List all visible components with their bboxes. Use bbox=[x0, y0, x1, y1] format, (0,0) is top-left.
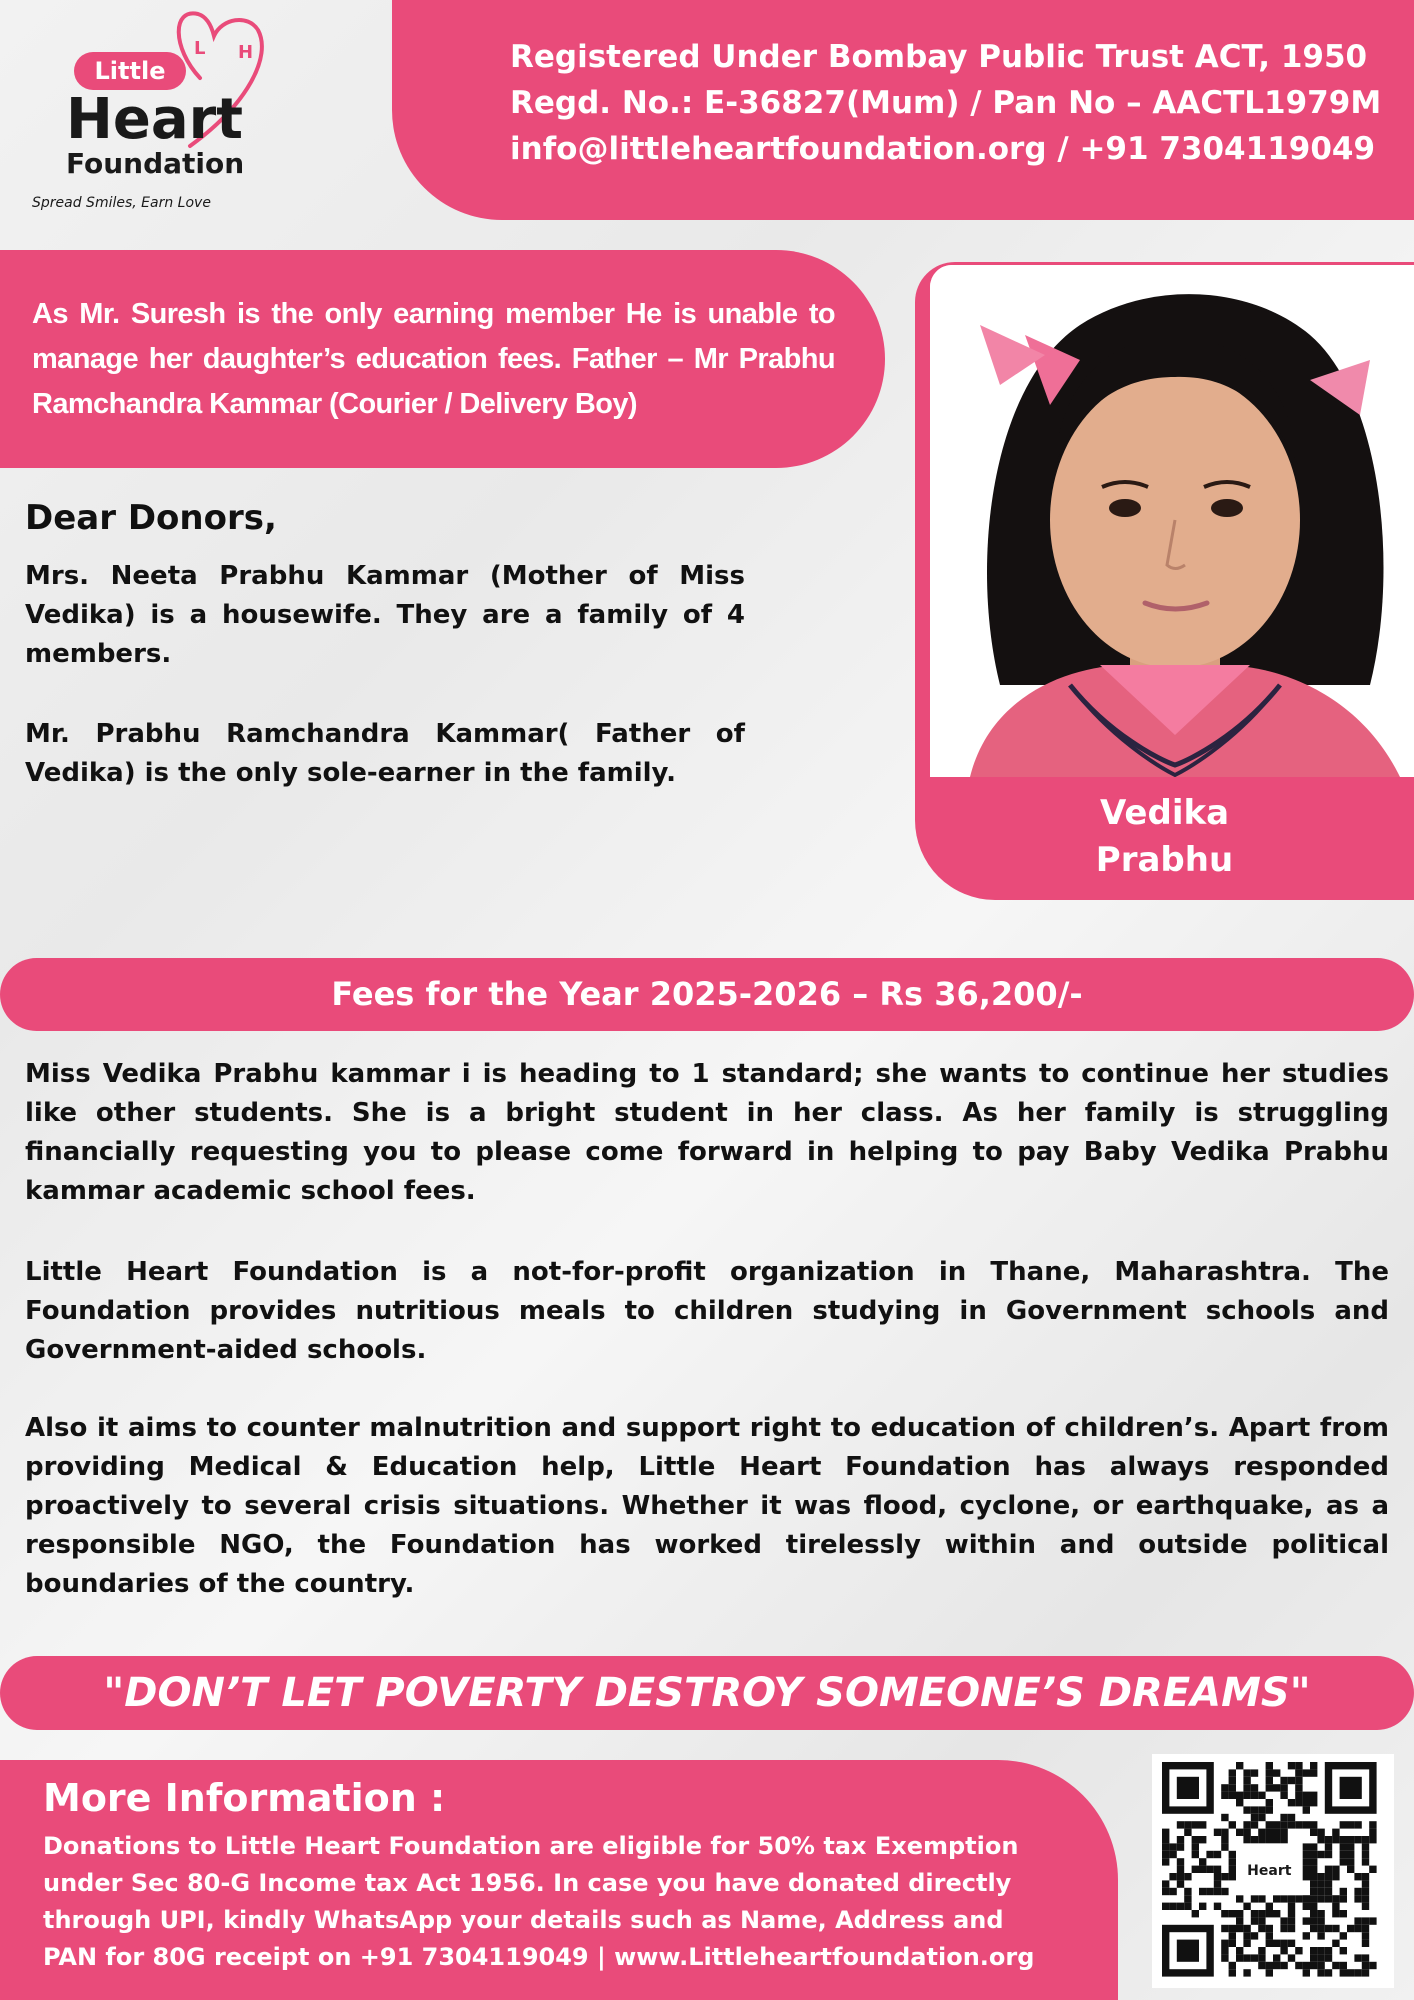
child-portrait-illustration bbox=[930, 265, 1414, 777]
logo-tagline: Spread Smiles, Earn Love bbox=[32, 195, 211, 211]
child-last-name: Prabhu bbox=[1095, 840, 1234, 880]
fees-banner: Fees for the Year 2025-2026 – Rs 36,200/- bbox=[0, 958, 1414, 1031]
body-paragraph-1: Miss Vedika Prabhu kammar i is heading to 1 standard; she wants to continue her studies like other students. She is a bright student in her class. As her family is struggling financially requesting you to please come forward in helping to pay Baby Vedika Prabhu kammar academic school fees. bbox=[25, 1059, 1389, 1206]
logo-word-little: Little bbox=[94, 57, 166, 85]
more-information-text: Donations to Little Heart Foundation are eligible for 50% tax Exemption under Sec 80-G Income tax Act 1956. In case you have donated directly through UPI, kindly WhatsApp your details such as Name, Address and PAN for 80G receipt on +91 7304119049 | www.Littleheartfoundation.org bbox=[43, 1832, 1035, 1971]
contact-line[interactable]: info@littleheartfoundation.org / +91 7304119049 bbox=[510, 131, 1376, 167]
father-paragraph: Mr. Prabhu Ramchandra Kammar( Father of Vedika) is the only sole-earner in the family. bbox=[25, 719, 745, 788]
more-information-title: More Information : bbox=[43, 1776, 446, 1820]
greeting: Dear Donors, bbox=[25, 498, 277, 538]
logo-word-heart: Heart bbox=[66, 87, 244, 152]
qr-code-icon bbox=[1152, 1754, 1394, 1988]
little-heart-foundation-logo bbox=[22, 8, 292, 213]
monogram-h: H bbox=[238, 42, 254, 63]
slogan-banner: "DON’T LET POVERTY DESTROY SOMEONE’S DREAMS" bbox=[0, 1656, 1414, 1730]
situation-box bbox=[0, 250, 885, 468]
body-paragraph-2: Little Heart Foundation is a not-for-profit organization in Thane, Maharashtra. The Foundation provides nutritious meals to children studying in Government schools and Government-aided schools. bbox=[25, 1257, 1389, 1365]
qr-finder-top-left bbox=[1162, 1762, 1214, 1814]
qr-finder-bottom-left bbox=[1162, 1925, 1214, 1977]
child-photo-card bbox=[915, 262, 1414, 900]
registration-line: Registered Under Bombay Public Trust ACT, 1950 bbox=[510, 39, 1368, 75]
mother-paragraph: Mrs. Neeta Prabhu Kammar (Mother of Miss Vedika) is a housewife. They are a family of 4 members. bbox=[25, 561, 745, 669]
registration-header bbox=[392, 0, 1414, 220]
body-paragraph-3: Also it aims to counter malnutrition and support right to education of children’s. Apart from providing Medical & Education help, Little Heart Foundation has always responded proactively to several crisis situations. Whether it was flood, cyclone, or earthquake, as a responsible NGO, the Foundation has worked tirelessly within and outside political boundaries of the country. bbox=[25, 1413, 1389, 1599]
qr-finder-top-right bbox=[1325, 1762, 1377, 1814]
situation-text: As Mr. Suresh is the only earning member He is unable to manage her daughter’s education fees. Father – Mr Prabhu Ramchandra Kammar (Courier / Delivery Boy) bbox=[32, 298, 835, 420]
child-name bbox=[915, 790, 1414, 884]
child-photo bbox=[930, 265, 1414, 777]
registration-number-line: Regd. No.: E-36827(Mum) / Pan No – AACTL1979M bbox=[510, 85, 1382, 121]
logo-word-foundation: Foundation bbox=[66, 147, 245, 180]
more-information-box bbox=[0, 1760, 1118, 2000]
child-first-name: Vedika bbox=[1099, 793, 1230, 833]
monogram-l: L bbox=[194, 38, 206, 59]
donation-qr-code[interactable] bbox=[1152, 1754, 1394, 1988]
qr-center-logo: Heart bbox=[1247, 1863, 1292, 1880]
